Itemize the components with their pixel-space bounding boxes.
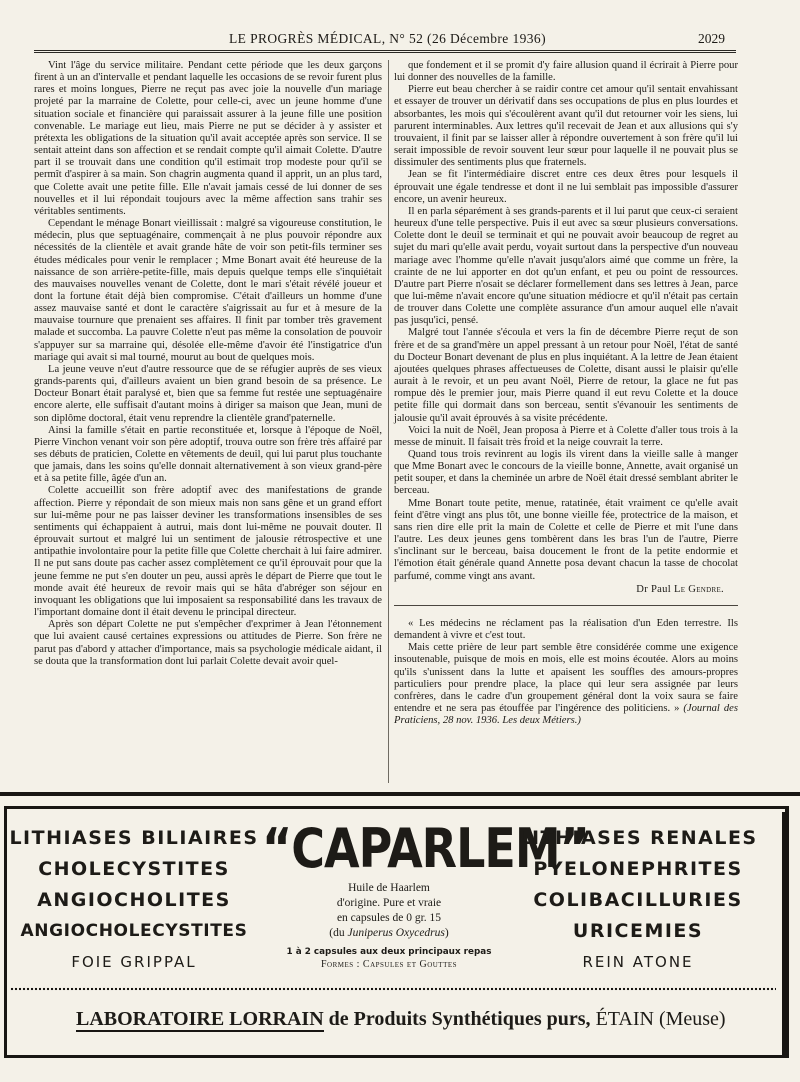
- indication: LITHIASES RENALES: [518, 827, 758, 849]
- indication: ANGIOCHOLECYSTITES: [20, 921, 248, 941]
- laboratory-line: [76, 1008, 726, 1031]
- ad-top-rule: [0, 792, 800, 796]
- paragraph: Après son départ Colette ne put s'empêcher d'exprimer à Jean l'étonnement que lui avaient causé certaines expressions ou attitudes de Pierre. Son frère ne parut pas d'abord y attacher d'importance, mais sa psychologie médicale aidant, il se douta que la transformation dont lui parlait Colette devait avoir quel-: [34, 619, 382, 667]
- paragraph: Mme Bonart toute petite, menue, ratatinée, était vraiment ce qu'elle avait feint d'être vingt ans plus tôt, une bonne vieille fée, protectrice de la maison, et sans rien dire elle prit la main de Colette et celle de Pierre et mit l'une dans l'autre. Les deux jeunes gens tombèrent dans les bras l'un de l'autre, Pierre s'inclinant sur le berceau, baisa doucement le front de la petite endormie et l'émotion était générale quand Annette posa devant chacun la tasse de chocolat parfumé, comme vingt ans avant.: [394, 497, 738, 582]
- note-paragraph: Mais cette prière de leur part semble être considérée comme une exigence insoutenable, puisque de mois en mois, elle est moins écoutée. Alors au moins qu'ils s'unissent dans la lutte et apaisent les souffles des amours-propres particuliers pour prendre place, la place qui leur sera assignée par leurs confrères, dans le cadre d'un groupement général dont la voix saura se faire entendre et ne sera pas étouffée par l'ingérence des politiciens. » (Journal des Praticiens, 28 nov. 1936. Les deux Métiers.): [394, 642, 738, 727]
- paragraph: Vint l'âge du service militaire. Pendant cette période que les deux garçons firent à un an d'intervalle et pendant laquelle les occasions de se revoir furent plus rares et moins longues, Pierre ne reçut pas avec joie la nouvelle d'un mariage projeté par la marraine de Colette, pour celle-ci, avec un jeune homme d'une situation sociale et financière qui paraissait assurer à la jeune fille une position convenable. Le mariage eut lieu, mais Pierre ne put se décider à y assister et prétexta les obligations de la situation qu'il avait acceptée après son service. Il se sentait atteint dans son affection et se rendait compte qu'il aimait Colette. D'autre part il se trouvait dans une condition qu'il estimait trop modeste pour qu'il se permît d'aspirer à sa main. Son chagrin augmenta quand il apprit, un an plus tard, que Colette avait une petite fille. Elle n'avait jamais cessé de lui donner de ses nouvelles et il lui répondait toujours avec la même affection sans trahir ses véritables sentiments.: [34, 60, 382, 217]
- indication: LITHIASES BILIAIRES: [9, 827, 259, 849]
- left-column: [34, 60, 382, 668]
- page-number: 2029: [698, 31, 725, 46]
- quoted-note: [394, 618, 738, 727]
- forms: Formes : Capsules et Gouttes: [320, 959, 458, 970]
- laboratory-description: de Produits Synthétiques purs,: [323, 1008, 596, 1030]
- signature-prefix: Dr Paul: [636, 583, 672, 595]
- paragraph: Malgré tout l'année s'écoula et vers la fin de décembre Pierre reçut de son frère et de sa grand'mère un appel pressant à un retour pour Noël, l'état de santé du Docteur Bonart devenant de plus en plus inquiétant. A la lettre de Jean étaient ajoutées quelques phrases affectueuses de Colette, disant aussi le plaisir qu'elle aurait à le revoir, et un peu avant Noël, Pierre de retour, la glace ne fut pas rompue dès le premier jour, mais Pierre quand il eut revu Colette et la douce petite fille qui dormait dans son berceau, sentit s'évanouir les sentiments de jalousie qu'il avait éprouvés à sa visite précédente.: [394, 327, 738, 424]
- header-rule: [34, 50, 736, 53]
- indication: URICEMIES: [572, 920, 704, 942]
- laboratory-city: ÉTAIN (Meuse): [595, 1008, 726, 1030]
- paragraph: que fondement et il se promit d'y faire allusion quand il écrirait à Pierre pour lui donner des nouvelles de la famille.: [394, 60, 738, 84]
- note-source: (Journal des Praticiens, 28 nov. 1936. Les deux Métiers.): [394, 702, 738, 727]
- indication: CHOLECYSTITES: [38, 858, 230, 880]
- indication: REIN ATONE: [582, 953, 694, 971]
- indication: COLIBACILLURIES: [533, 889, 743, 911]
- laboratory-name: LABORATOIRE LORRAIN: [76, 1008, 324, 1030]
- paragraph: Pierre eut beau chercher à se raidir contre cet amour qu'il sentait envahissant et essayer de trouver un dérivatif dans ses occupations de plus en plus lourdes et absorbantes, les mois qui s'écoulèrent avant qu'il dut retourner voir les siens, lui parurent interminables. Aux lettres qu'il recevait de Jean et aux allusions qui s'y trouvaient, il finit par se laisser aller à répondre ouvertement à son frère qu'il lui serait impossible de revoir souvent leur sœur pour laquelle il ne pouvait plus se dissimuler des sentiments plus que fraternels.: [394, 84, 738, 169]
- paragraph: La jeune veuve n'eut d'autre ressource que de se réfugier auprès de ses vieux grands-parents qui, d'ailleurs avaient un bien grand besoin de sa présence. Le Docteur Bonart était paralysé et, bien que sa femme fut restée une septuagénaire encore alerte, elle suffisait d'autant moins à diriger sa maison que Jean, muni de son diplôme doctoral, était venu reprendre la clientèle grand'paternelle.: [34, 363, 382, 424]
- brand-name: “CAPARLEM”: [262, 816, 589, 880]
- ad-left-indications: [8, 823, 260, 978]
- ad-dotted-rule: [10, 986, 776, 992]
- paragraph: Voici la nuit de Noël, Jean proposa à Pierre et à Colette d'aller tous trois à la messe de minuit. Il faisait très froid et la neige couvrait la terre.: [394, 424, 738, 448]
- indication: ANGIOCHOLITES: [37, 889, 231, 911]
- note-separator: [394, 605, 738, 606]
- author-signature: [394, 584, 738, 596]
- indication: FOIE GRIPPAL: [71, 953, 197, 971]
- dosage: 1 à 2 capsules aux deux principaux repas: [286, 947, 492, 957]
- ad-right-indications: [516, 823, 760, 978]
- ad-product-block: [262, 816, 589, 970]
- paragraph: Cependant le ménage Bonart vieillissait : malgré sa vigoureuse constitution, le médecin, plus que septuagénaire, commençait à ne plus pouvoir répondre aux nécessités de la clientèle et avait grande hâte de voir son petit-fils terminer ses études médicales pour venir le remplacer ; Mme Bonart avait été heureuse de la naissance de son arrière-petite-fille, mais depuis quelque temps elle s'inquiétait des mauvaises nouvelles venant de Colette, dont le mari s'était révélé joueur et dont la fortune était déjà bien compromise. C'était d'ailleurs un homme d'une assez mauvaise santé et dont le caractère s'aigrissait au fur et à mesure de la mauvaise tournure que prenaient ses affaires. Il finit par tomber très gravement malade et succomba. La pauvre Colette n'eut pas même la consolation de pouvoir s'appuyer sur sa marraine qui, désolée elle-même d'avoir été l'instigatrice d'un mariage qui avait si mal tourné, mourut au bout de quelques mois.: [34, 218, 382, 363]
- paragraph: Ainsi la famille s'était en partie reconstituée et, lorsque à l'époque de Noël, Pierre Vinchon venant voir son père adoptif, trouva outre son frère très affairé par ses débuts de praticien, Colette en vêtements de deuil, qui lui parut plus touchante que jamais, dans les soins qu'elle donnait alternativement à son vieux grand-père et à sa petite fille, âgée d'un an.: [34, 424, 382, 485]
- running-title: LE PROGRÈS MÉDICAL, N° 52 (26 Décembre 1936): [229, 31, 546, 46]
- ad-frame-shadow: [782, 812, 786, 1056]
- signature-name: Le Gendre.: [673, 583, 724, 595]
- product-description: Huile de Haarlem d'origine. Pure et vraie en capsules de 0 gr. 15 (du Juniperus Oxycedrus): [329, 882, 449, 939]
- caparlem-advertisement: [0, 790, 800, 1082]
- paragraph: Quand tous trois revinrent au logis ils virent dans la vieille salle à manger que Mme Bonart avec le concours de la vieille bonne, Annette, avait organisé un petit souper, et dans la cheminée un arbre de Noël était dressé semblant abriter le berceau.: [394, 449, 738, 497]
- paragraph: Jean se fit l'intermédiaire discret entre ces deux êtres pour lesquels il éprouvait une égale tendresse et dont il ne lui semblait pas impossible d'assurer encore, un avenir heureux.: [394, 169, 738, 205]
- paragraph: Il en parla séparément à ses grands-parents et il lui parut que ceux-ci seraient heureux d'une telle perspective. Puis il eut avec sa sœur plusieurs conversations. Colette dont le deuil se terminait et qui ne pouvait avoir beaucoup de regret au sujet du mari qu'elle avait perdu, voyait surtout dans la perspective d'un nouveau mariage avec l'homme qu'elle n'avait jusqu'alors aimé que comme un frère, la crainte de ne lui apporter en dot qu'un enfant, et peu ou point de ressources. D'autre part Pierre n'osait se déclarer formellement dans ses lettres à Jean, parce que lui-même n'avait encore qu'une situation médiocre et qu'il n'était pas certain de trouver dans Colette une complète assurance d'un amour auquel elle n'avait pas jusqu'ici, pensé.: [394, 205, 738, 327]
- note-paragraph: « Les médecins ne réclament pas la réalisation d'un Eden terrestre. Ils demandent à vivre et c'est tout.: [394, 617, 738, 642]
- right-column: [394, 60, 738, 727]
- column-divider: [388, 60, 389, 783]
- paragraph: Colette accueillit son frère adoptif avec des manifestations de grande affection. Pierre y répondait de son mieux mais non sans gêne et un grand effort sur lui-même pour ne pas laisser deviner les transformations insensibles de ses sentiments qui échappaient à autrui, mais dont lui-même ne pouvait douter. Il éprouvait surtout et malgré lui un sentiment de jalousie rétrospective et une antipathie involontaire pour la petite fille que Colette cherchait à lui faire admirer. Il ne put sans doute pas cacher assez complètement ce qu'il éprouvait pour que la jeune femme ne put s'en douter un peu, aussi après le départ de Pierre que tout le monde avait été heureux de revoir mais qui se hâta d'abréger son séjour en invoquant les obligations que lui imposaient sa responsabilité dans les travaux de l'important domaine dont il était devenu le principal directeur.: [34, 485, 382, 619]
- indication: PYELONEPHRITES: [533, 858, 743, 880]
